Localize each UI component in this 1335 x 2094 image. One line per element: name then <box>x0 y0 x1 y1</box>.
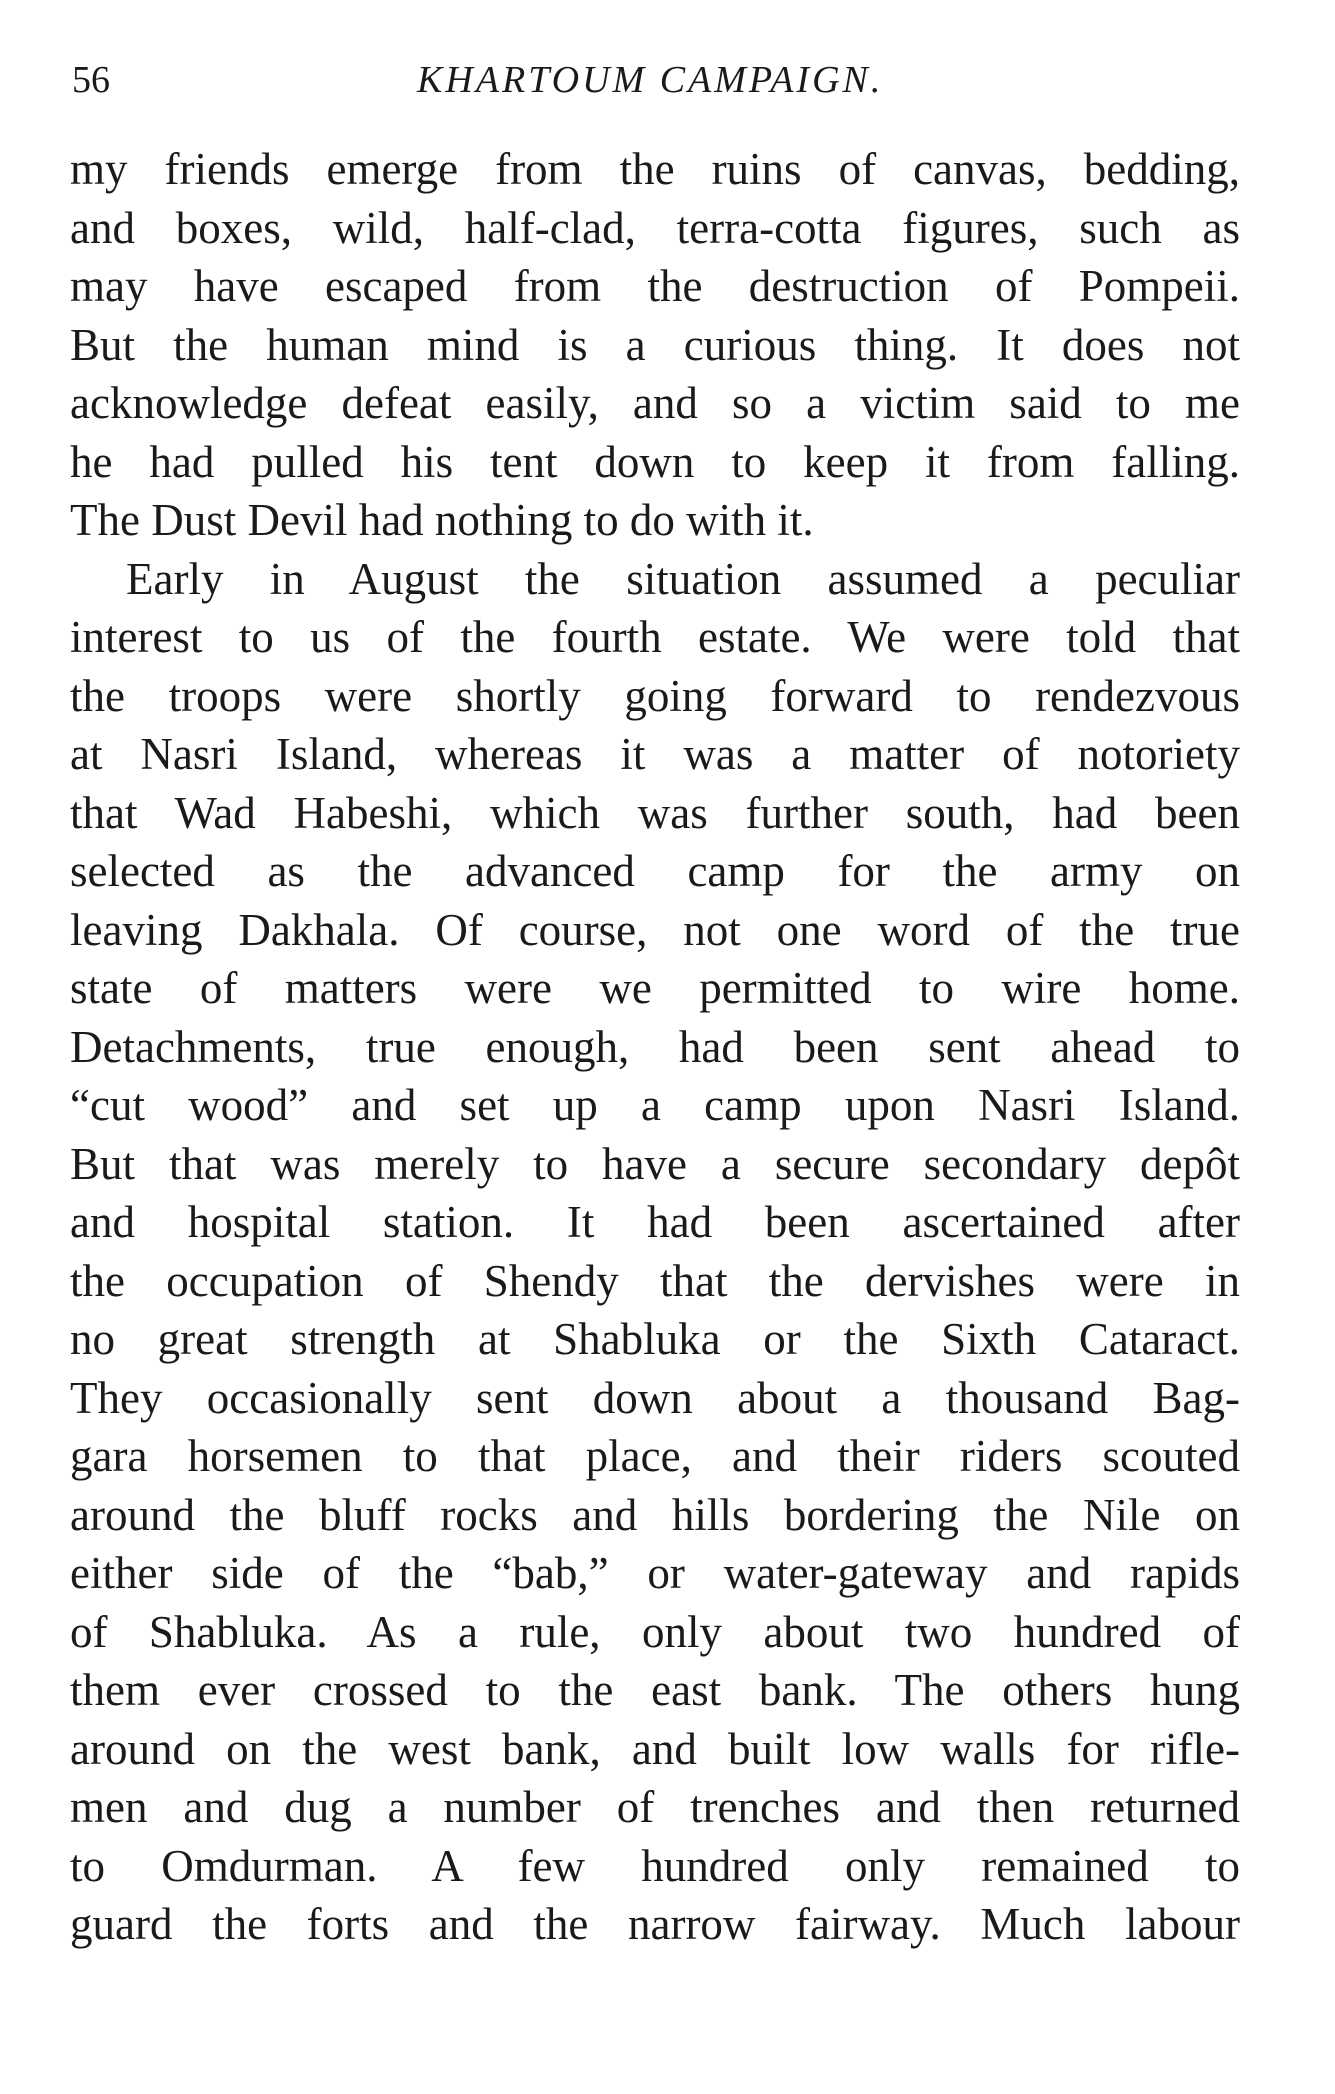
text-line: them ever crossed to the east bank. The others hung <box>70 1665 1240 1715</box>
text-line: leaving Dakhala. Of course, not one word of the true <box>70 904 1240 955</box>
text-line: gara horsemen to that place, and their riders scouted <box>70 1431 1240 1481</box>
text-line: the occupation of Shendy that the dervishes were in <box>70 1255 1240 1306</box>
body-text <box>70 140 1240 1954</box>
running-title: KHARTOUM CAMPAIGN. <box>417 59 884 101</box>
text-line: guard the forts and the narrow fairway. Much labour <box>70 1899 1240 1949</box>
text-line: the troops were shortly going forward to rendezvous <box>70 670 1240 721</box>
text-line: selected as the advanced camp for the army on <box>70 846 1240 896</box>
text-line: state of matters were we permitted to wire home. <box>70 963 1240 1013</box>
text-line: either side of the “bab,” or water-gateway and rapids <box>70 1548 1240 1598</box>
text-line: at Nasri Island, whereas it was a matter of notoriety <box>70 729 1240 779</box>
text-line: “cut wood” and set up a camp upon Nasri Island. <box>70 1080 1240 1130</box>
text-line: men and dug a number of trenches and then returned <box>70 1782 1240 1832</box>
page-number: 56 <box>72 59 110 101</box>
text-line: But that was merely to have a secure secondary depôt <box>70 1138 1240 1189</box>
text-line: of Shabluka. As a rule, only about two hundred of <box>70 1606 1240 1657</box>
text-line: interest to us of the fourth estate. We were told that <box>70 612 1240 662</box>
running-head <box>72 58 1235 118</box>
text-line: The Dust Devil had nothing to do with it. <box>70 495 814 545</box>
text-line: and boxes, wild, half-clad, terra-cotta figures, such as <box>70 202 1240 253</box>
text-line: Detachments, true enough, had been sent ahead to <box>70 1021 1240 1072</box>
text-line: around on the west bank, and built low walls for rifle- <box>70 1723 1240 1774</box>
text-line: to Omdurman. A few hundred only remained to <box>70 1840 1240 1891</box>
text-line: no great strength at Shabluka or the Sixth Cataract. <box>70 1314 1240 1364</box>
text-line: acknowledge defeat easily, and so a victim said to me <box>70 378 1240 428</box>
text-line: my friends emerge from the ruins of canvas, bedding, <box>70 144 1240 194</box>
text-line: They occasionally sent down about a thousand Bag- <box>70 1372 1240 1423</box>
text-line: around the bluff rocks and hills bordering the Nile on <box>70 1489 1240 1540</box>
text-line: But the human mind is a curious thing. It does not <box>70 319 1240 370</box>
text-line: may have escaped from the destruction of Pompeii. <box>70 261 1240 311</box>
text-line: and hospital station. It had been ascertained after <box>70 1197 1240 1247</box>
text-line: he had pulled his tent down to keep it from falling. <box>70 436 1240 487</box>
text-line: that Wad Habeshi, which was further south, had been <box>70 787 1240 838</box>
text-line: Early in August the situation assumed a peculiar <box>126 553 1240 604</box>
